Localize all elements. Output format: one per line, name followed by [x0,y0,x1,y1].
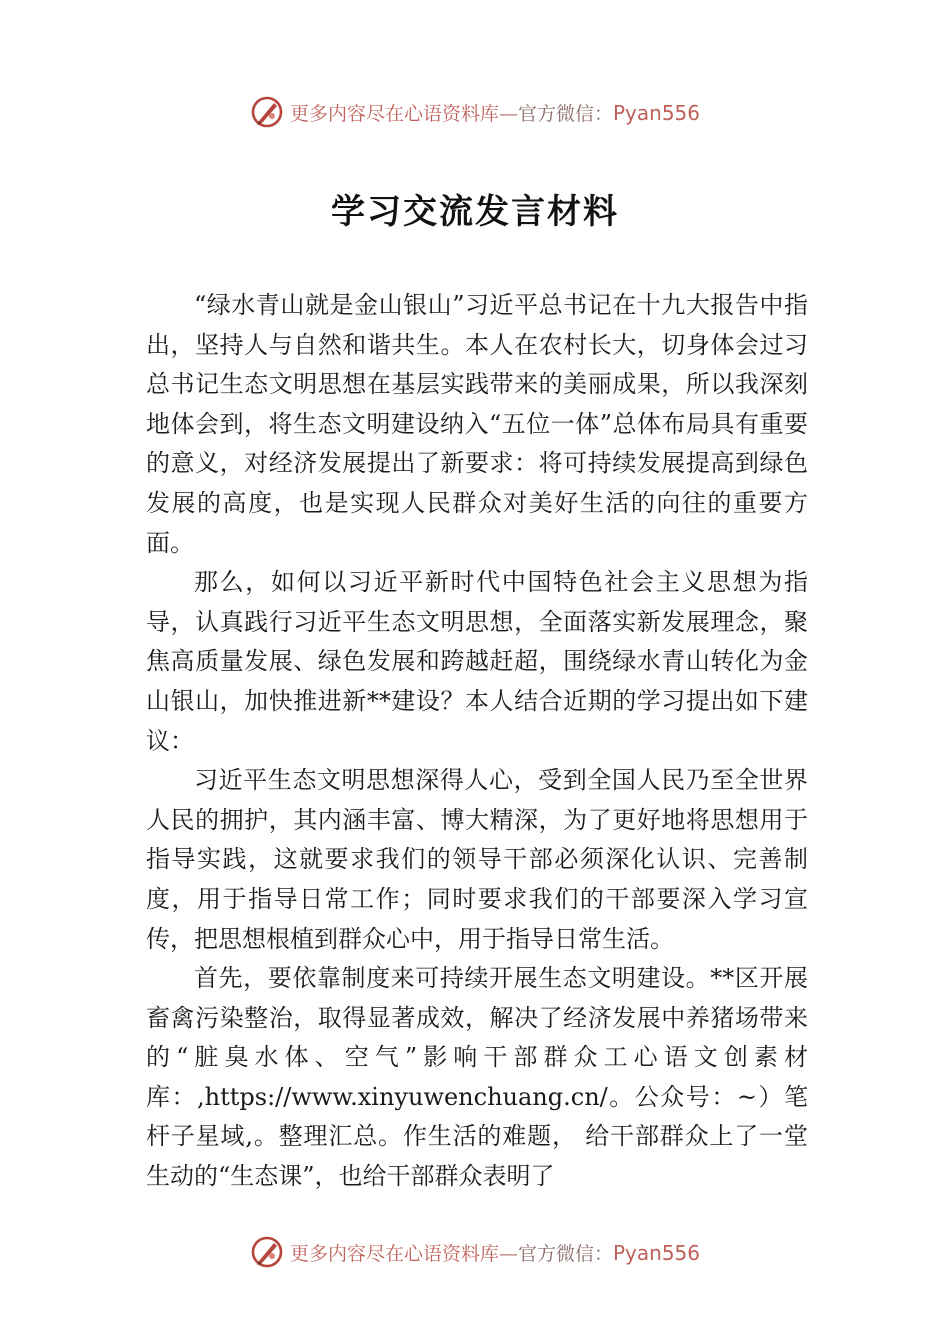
pen-logo-icon [250,95,284,129]
banner-wechat-id: Pyan556 [613,100,701,125]
header-banner [0,92,950,132]
banner-wechat-id: Pyan556 [613,1240,701,1265]
banner-separator: — [498,102,518,125]
document-body [146,286,808,1197]
banner-brand: 更多内容尽在心语资料库 [289,1242,499,1265]
banner-text [290,1239,700,1266]
document-title: 学习交流发言材料 [331,192,619,232]
paragraph-1: “绿水青山就是金山银山”习近平总书记在十九大报告中指出，坚持人与自然和谐共生。本人在农村长大，切身体会过习总书记生态文明思想在基层实践带来的美丽成果，所以我深刻地体会到，将生态文明建设纳入“五位一体”总体布局具有重要的意义，对经济发展提出了新要求：将可持续发展提高到绿色发展的高度，也是实现人民群众对美好生活的向往的重要方面。 [146,291,808,557]
paragraph-4: 首先，要依靠制度来可持续开展生态文明建设。**区开展畜禽污染整治，取得显著成效，解决了经济发展中养猪场带来的“脏臭水体、空气”影响干部群众工心语文创素材库：,https://www.xinyuwenchuang.cn/。公众号：~）笔杆子星域,。整理汇总。作生活的难题， 给干部群众上了一堂生动的“生态课”，也给干部群众表明了 [146,964,808,1191]
banner-text [290,99,700,126]
pen-logo-icon [250,1235,284,1269]
paragraph-2: 那么，如何以习近平新时代中国特色社会主义思想为指导，认真践行习近平生态文明思想，全面落实新发展理念，聚焦高质量发展、绿色发展和跨越赶超，围绕绿水青山转化为金山银山，加快推进新**建设？本人结合近期的学习提出如下建议： [146,568,808,755]
banner-separator: — [498,1242,518,1265]
footer-banner [0,1232,950,1272]
banner-wechat-label: 官方微信： [517,102,613,125]
banner-wechat-label: 官方微信： [517,1242,613,1265]
paragraph-3: 习近平生态文明思想深得人心，受到全国人民乃至全世界人民的拥护，其内涵丰富、博大精深，为了更好地将思想用于指导实践，这就要求我们的领导干部必须深化认识、完善制度，用于指导日常工作；同时要求我们的干部要深入学习宣传，把思想根植到群众心中，用于指导日常生活。 [146,766,808,953]
banner-brand: 更多内容尽在心语资料库 [289,102,499,125]
